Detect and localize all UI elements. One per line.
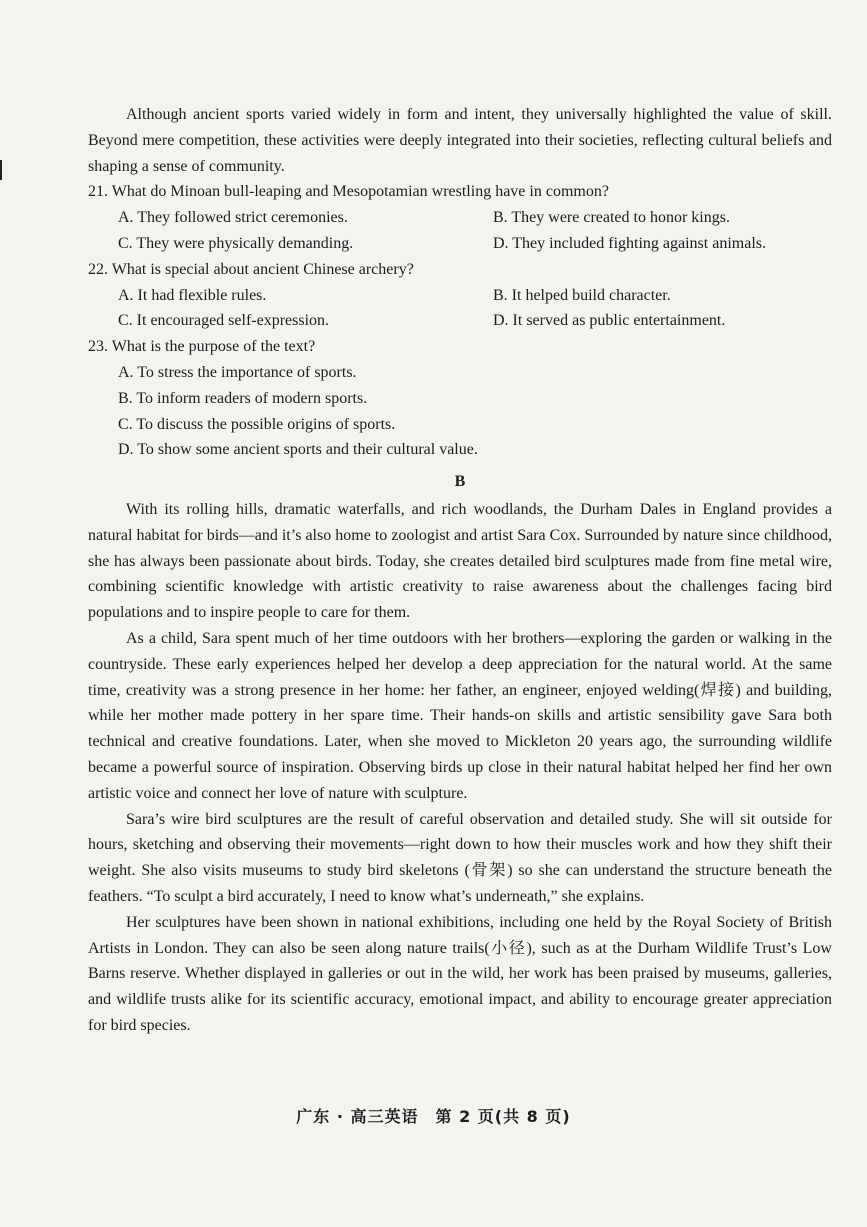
page-content <box>88 102 832 1039</box>
options-grid <box>88 283 832 335</box>
option-b: B. They were created to honor kings. <box>493 209 730 227</box>
passage-paragraph: As a child, Sara spent much of her time outdoors with her brothers—exploring the garden or walking in the countryside. These early experiences helped her develop a deep appreciation for the natural world. At the same time, creativity was a strong presence in her home: her father, an engineer, enjoyed welding(焊接) and building, while her mother made pottery in her spare time. Their hands-on skills and artistic sensibility gave Sara both technical and creative foundations. Later, when she moved to Mickleton 20 years ago, the surrounding wildlife became a powerful source of inspiration. Observing birds up close in their natural habitat helped her find her own artistic voice and connect her love of nature with sculpture. <box>88 629 832 802</box>
section-heading: B <box>454 473 466 491</box>
option-a: A. It had flexible rules. <box>118 286 267 304</box>
passage-paragraph: Her sculptures have been shown in national exhibitions, including one held by the Royal Society of British Artists in London. They can also be seen along nature trails(小径), such as at the Durham Wildlife Trust’s Low Barns reserve. Whether displayed in galleries or out in the wild, her work has been praised by museums, galleries, and wildlife trusts alike for its scientific accuracy, emotional impact, and ability to encourage greater appreciation for bird species. <box>88 913 832 1034</box>
options-list <box>88 360 832 463</box>
page-footer: 广东 · 高三英语 第 2 页(共 8 页) <box>296 1107 571 1126</box>
passage-paragraph: With its rolling hills, dramatic waterfalls, and rich woodlands, the Durham Dales in England provides a natural habitat for birds—and it’s also home to zoologist and artist Sara Cox. Surrounded by nature since childhood, she has always been passionate about birds. Today, she creates detailed bird sculptures made from fine metal wire, combining scientific knowledge with artistic creativity to raise awareness about the challenges facing bird populations and to inspire people to care for them. <box>88 500 832 622</box>
option-d: D. They included fighting against animals. <box>493 234 766 252</box>
option-d: D. To show some ancient sports and their cultural value. <box>118 441 478 459</box>
option-b: B. It helped build character. <box>493 286 671 304</box>
question-stem: 22. What is special about ancient Chinese archery? <box>88 260 414 278</box>
question-21 <box>88 179 832 256</box>
question-stem: 23. What is the purpose of the text? <box>88 338 316 356</box>
question-22 <box>88 257 832 334</box>
question-23 <box>88 334 832 463</box>
margin-mark <box>0 160 2 180</box>
passage-paragraph: Sara’s wire bird sculptures are the result of careful observation and detailed study. She will sit outside for hours, sketching and observing their movements—right down to how their muscles work and how they shift their weight. She also visits museums to study bird skeletons (骨架) so she can understand the structure beneath the feathers. “To sculpt a bird accurately, I need to know what’s underneath,” she explains. <box>88 810 832 905</box>
options-grid <box>88 205 832 257</box>
option-a: A. To stress the importance of sports. <box>118 363 357 381</box>
question-stem: 21. What do Minoan bull-leaping and Mesopotamian wrestling have in common? <box>88 183 609 201</box>
intro-paragraph: Although ancient sports varied widely in form and intent, they universally highlighted the value of skill. Beyond mere competition, these activities were deeply integrated into their societies, reflecting cultural beliefs and shaping a sense of community. <box>88 106 832 175</box>
option-d: D. It served as public entertainment. <box>493 312 726 330</box>
option-c: C. To discuss the possible origins of sports. <box>118 415 396 433</box>
option-c: C. They were physically demanding. <box>118 234 354 252</box>
option-b: B. To inform readers of modern sports. <box>118 389 368 407</box>
option-a: A. They followed strict ceremonies. <box>118 209 348 227</box>
option-c: C. It encouraged self-expression. <box>118 312 330 330</box>
